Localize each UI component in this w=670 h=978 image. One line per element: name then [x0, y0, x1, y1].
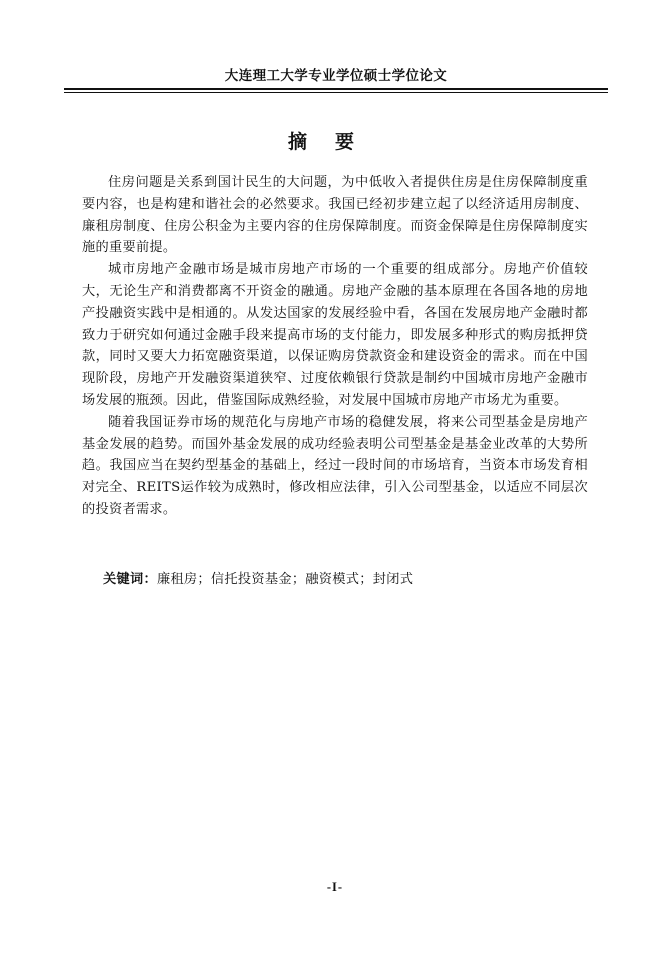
keywords-list: 廉租房；信托投资基金；融资模式；封闭式	[156, 572, 414, 587]
page-number: -I-	[326, 880, 344, 894]
keywords-line	[103, 568, 413, 587]
abstract-paragraph-1: 住房问题是关系到国计民生的大问题，为中低收入者提供住房是住房保障制度重要内容，也是构建和谐社会的必然要求。我国已经初步建立起了以经济适用房制度、廉租房制度、住房公积金为主要内容的住房保障制度。而资金保障是住房保障制度实施的重要前提。	[82, 175, 588, 256]
abstract-body	[82, 172, 588, 521]
running-header	[66, 62, 606, 86]
abstract-paragraph-2: 城市房地产金融市场是城市房地产市场的一个重要的组成部分。房地产价值较大，无论生产和消费都离不开资金的融通。房地产金融的基本原理在各国各地的房地产投融资实践中是相通的。从发达国家的发展经验中看，各国在发展房地产金融时都致力于研究如何通过金融手段来提高市场的支付能力，即发展多种形式的购房抵押贷款，同时又要大力拓宽融资渠道，以保证购房贷款资金和建设资金的需求。而在中国现阶段，房地产开发融资渠道狭窄、过度依赖银行贷款是制约中国城市房地产金融市场发展的瓶颈。因此，借鉴国际成熟经验，对发展中国城市房地产市场尤为重要。	[82, 262, 588, 408]
header-rule-thick	[64, 88, 608, 90]
thesis-header-title: 大连理工大学专业学位硕士学位论文	[224, 68, 448, 84]
header-rule-thin	[64, 92, 608, 93]
keywords-label: 关键词：	[103, 572, 157, 587]
abstract-title: 摘要	[287, 131, 382, 153]
abstract-paragraph-3: 随着我国证券市场的规范化与房地产市场的稳健发展，将来公司型基金是房地产基金发展的趋势。而国外基金发展的成功经验表明公司型基金是基金业改革的大势所趋。我国应当在契约型基金的基础上，经过一段时间的市场培育，当资本市场发育相对完全、REITS运作较为成熟时，修改相应法律，引入公司型基金，以适应不同层次的投资者需求。	[82, 414, 588, 517]
